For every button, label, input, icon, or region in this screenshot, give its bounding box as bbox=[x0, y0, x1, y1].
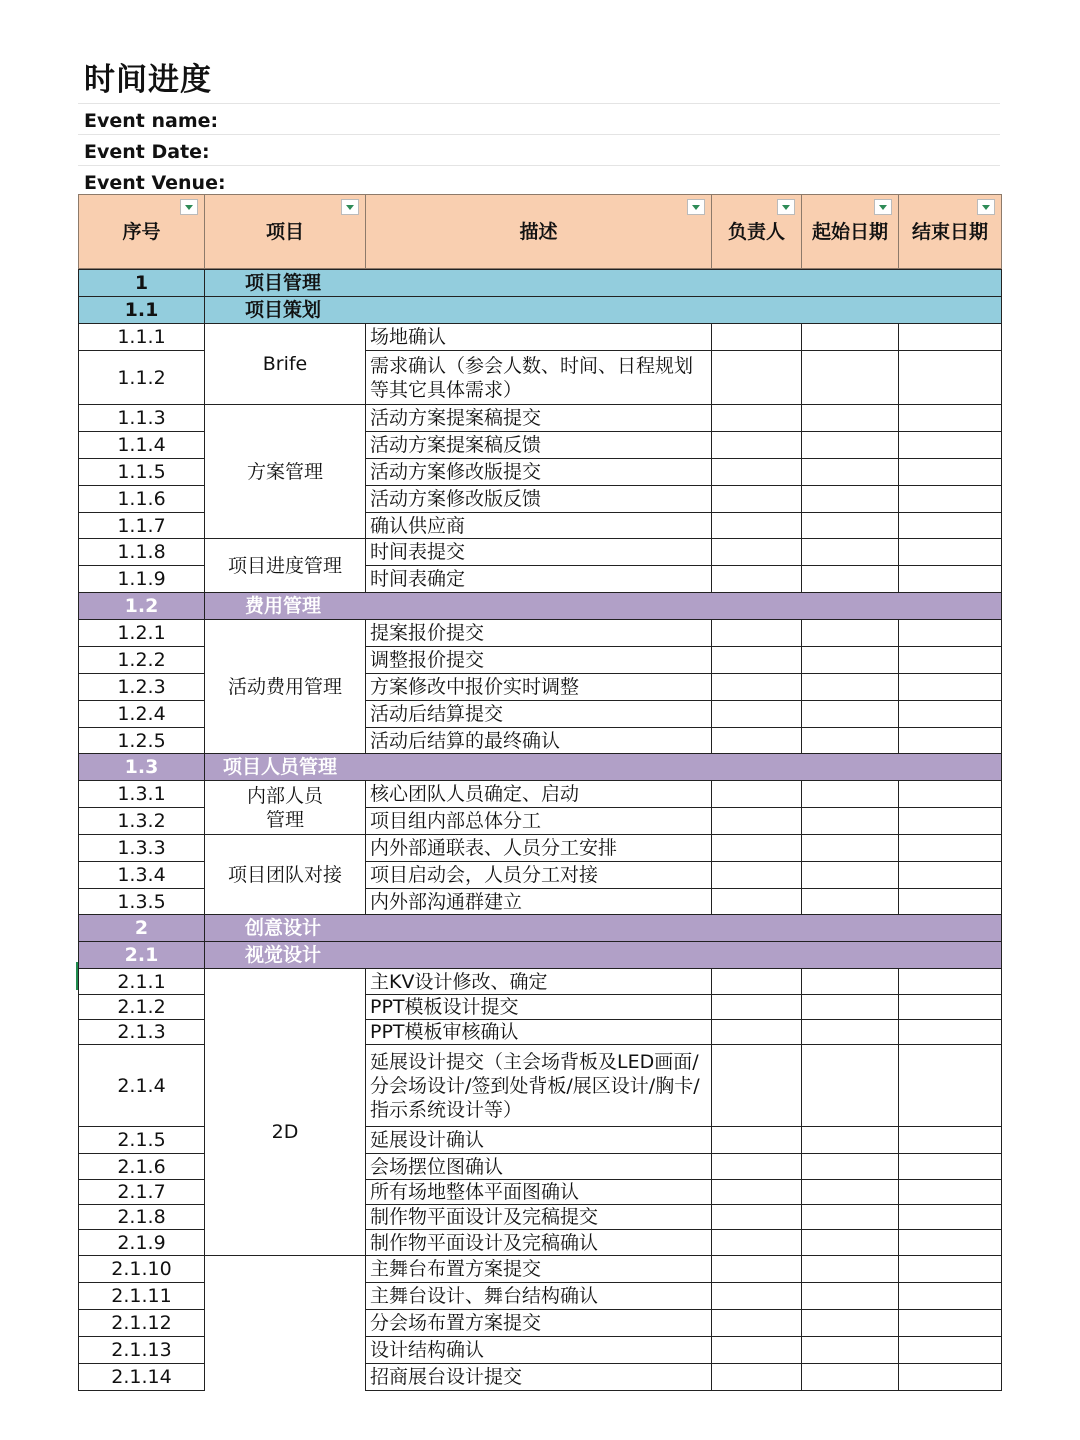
filter-dropdown-icon[interactable] bbox=[874, 199, 892, 215]
start-cell[interactable] bbox=[802, 1337, 899, 1364]
end-cell[interactable] bbox=[899, 459, 1002, 486]
start-cell[interactable] bbox=[802, 405, 899, 432]
owner-cell[interactable] bbox=[712, 1310, 802, 1337]
row-desc[interactable]: 调整报价提交 bbox=[366, 647, 712, 674]
row-no[interactable]: 2.1.4 bbox=[79, 1045, 205, 1127]
row-desc[interactable]: 活动方案提案稿反馈 bbox=[366, 432, 712, 459]
row-no[interactable]: 2.1.5 bbox=[79, 1127, 205, 1154]
row-no[interactable]: 1.1.7 bbox=[79, 513, 205, 539]
group-label-cell[interactable] bbox=[205, 1256, 366, 1391]
row-no[interactable]: 2.1.9 bbox=[79, 1230, 205, 1256]
row-desc[interactable]: PPT模板设计提交 bbox=[366, 995, 712, 1020]
owner-cell[interactable] bbox=[712, 781, 802, 808]
filter-dropdown-icon[interactable] bbox=[977, 199, 995, 215]
row-no[interactable]: 1.2.5 bbox=[79, 728, 205, 754]
start-cell[interactable] bbox=[802, 539, 899, 566]
subsection-row[interactable] bbox=[79, 754, 1002, 781]
event-date-row[interactable] bbox=[78, 135, 1000, 166]
end-cell[interactable] bbox=[899, 539, 1002, 566]
start-cell[interactable] bbox=[802, 351, 899, 405]
end-cell[interactable] bbox=[899, 674, 1002, 701]
row-desc[interactable]: 需求确认（参会人数、时间、日程规划等其它具体需求） bbox=[366, 351, 712, 405]
group-label[interactable]: 内部人员管理 bbox=[205, 781, 366, 835]
start-cell[interactable] bbox=[802, 1180, 899, 1205]
start-cell[interactable] bbox=[802, 1205, 899, 1230]
row-no[interactable]: 2.1.11 bbox=[79, 1283, 205, 1310]
start-cell[interactable] bbox=[802, 647, 899, 674]
end-cell[interactable] bbox=[899, 1283, 1002, 1310]
end-cell[interactable] bbox=[899, 1337, 1002, 1364]
owner-cell[interactable] bbox=[712, 808, 802, 835]
section-title[interactable]: 创意设计 bbox=[205, 915, 1002, 942]
start-cell[interactable] bbox=[802, 1364, 899, 1391]
table-row[interactable] bbox=[79, 324, 1002, 351]
start-cell[interactable] bbox=[802, 513, 899, 539]
start-cell[interactable] bbox=[802, 862, 899, 889]
owner-cell[interactable] bbox=[712, 1205, 802, 1230]
row-no[interactable]: 1.1.5 bbox=[79, 459, 205, 486]
end-cell[interactable] bbox=[899, 1154, 1002, 1180]
row-desc[interactable]: 内外部通联表、人员分工安排 bbox=[366, 835, 712, 862]
end-cell[interactable] bbox=[899, 808, 1002, 835]
header-end-label: 结束日期 bbox=[911, 220, 988, 243]
start-cell[interactable] bbox=[802, 1283, 899, 1310]
end-cell[interactable] bbox=[899, 432, 1002, 459]
group-label[interactable]: 项目进度管理 bbox=[205, 539, 366, 593]
row-desc[interactable]: 延展设计确认 bbox=[366, 1127, 712, 1154]
event-name-label: Event name: bbox=[84, 110, 219, 132]
row-no[interactable]: 2.1.3 bbox=[79, 1020, 205, 1045]
row-no[interactable]: 2.1.14 bbox=[79, 1364, 205, 1391]
row-no[interactable]: 1.3.5 bbox=[79, 889, 205, 915]
subsection-title[interactable]: 视觉设计 bbox=[205, 942, 1002, 969]
end-cell[interactable] bbox=[899, 351, 1002, 405]
row-desc[interactable]: 主KV设计修改、确定 bbox=[366, 969, 712, 995]
end-cell[interactable] bbox=[899, 620, 1002, 647]
header-no-label: 序号 bbox=[122, 220, 161, 243]
start-cell[interactable] bbox=[802, 969, 899, 995]
row-desc[interactable]: 时间表提交 bbox=[366, 539, 712, 566]
owner-cell[interactable] bbox=[712, 1127, 802, 1154]
start-cell[interactable] bbox=[802, 1310, 899, 1337]
owner-cell[interactable] bbox=[712, 1337, 802, 1364]
owner-cell[interactable] bbox=[712, 459, 802, 486]
start-cell[interactable] bbox=[802, 835, 899, 862]
event-name-row[interactable] bbox=[78, 104, 1000, 135]
table-row[interactable] bbox=[79, 781, 1002, 808]
row-desc[interactable]: 主舞台设计、舞台结构确认 bbox=[366, 1283, 712, 1310]
row-desc[interactable]: 延展设计提交（主会场背板及LED画面/分会场设计/签到处背板/展区设计/胸卡/指示系统设计等） bbox=[366, 1045, 712, 1127]
owner-cell[interactable] bbox=[712, 995, 802, 1020]
end-cell[interactable] bbox=[899, 835, 1002, 862]
end-cell[interactable] bbox=[899, 969, 1002, 995]
subsection-no[interactable]: 2.1 bbox=[79, 942, 205, 969]
table-row[interactable] bbox=[79, 1256, 1002, 1283]
end-cell[interactable] bbox=[899, 566, 1002, 593]
row-desc[interactable]: 方案修改中报价实时调整 bbox=[366, 674, 712, 701]
owner-cell[interactable] bbox=[712, 513, 802, 539]
start-cell[interactable] bbox=[802, 1045, 899, 1127]
group-label[interactable]: 2D bbox=[205, 969, 366, 1256]
end-cell[interactable] bbox=[899, 862, 1002, 889]
start-cell[interactable] bbox=[802, 701, 899, 728]
row-desc[interactable]: 活动后结算提交 bbox=[366, 701, 712, 728]
row-desc[interactable]: 活动方案修改版提交 bbox=[366, 459, 712, 486]
row-desc[interactable]: 主舞台布置方案提交 bbox=[366, 1256, 712, 1283]
filter-dropdown-icon[interactable] bbox=[341, 199, 359, 215]
owner-cell[interactable] bbox=[712, 969, 802, 995]
owner-cell[interactable] bbox=[712, 1045, 802, 1127]
owner-cell[interactable] bbox=[712, 889, 802, 915]
header-no bbox=[79, 195, 205, 269]
owner-cell[interactable] bbox=[712, 1364, 802, 1391]
row-no[interactable]: 1.2.4 bbox=[79, 701, 205, 728]
subsection-row[interactable] bbox=[79, 593, 1002, 620]
subsection-title[interactable]: 项目人员管理 bbox=[205, 754, 1002, 781]
owner-cell[interactable] bbox=[712, 674, 802, 701]
end-cell[interactable] bbox=[899, 1230, 1002, 1256]
subsection-row[interactable] bbox=[79, 297, 1002, 324]
start-cell[interactable] bbox=[802, 1127, 899, 1154]
section-title[interactable]: 项目管理 bbox=[205, 270, 1002, 297]
row-no[interactable]: 2.1.7 bbox=[79, 1180, 205, 1205]
table-row[interactable] bbox=[79, 405, 1002, 432]
row-desc[interactable]: 项目启动会，人员分工对接 bbox=[366, 862, 712, 889]
filter-dropdown-icon[interactable] bbox=[777, 199, 795, 215]
row-no[interactable]: 1.3.3 bbox=[79, 835, 205, 862]
start-cell[interactable] bbox=[802, 781, 899, 808]
row-desc[interactable]: 招商展台设计提交 bbox=[366, 1364, 712, 1391]
owner-cell[interactable] bbox=[712, 862, 802, 889]
row-no[interactable]: 2.1.8 bbox=[79, 1205, 205, 1230]
start-cell[interactable] bbox=[802, 728, 899, 754]
owner-cell[interactable] bbox=[712, 1020, 802, 1045]
end-cell[interactable] bbox=[899, 1205, 1002, 1230]
row-desc[interactable]: 活动方案修改版反馈 bbox=[366, 486, 712, 513]
start-cell[interactable] bbox=[802, 1154, 899, 1180]
owner-cell[interactable] bbox=[712, 1154, 802, 1180]
table-row[interactable] bbox=[79, 539, 1002, 566]
end-cell[interactable] bbox=[899, 486, 1002, 513]
row-no[interactable]: 1.3.2 bbox=[79, 808, 205, 835]
row-no[interactable]: 1.1.1 bbox=[79, 324, 205, 351]
row-desc[interactable]: 确认供应商 bbox=[366, 513, 712, 539]
owner-cell[interactable] bbox=[712, 835, 802, 862]
end-cell[interactable] bbox=[899, 647, 1002, 674]
header-item-label: 项目 bbox=[265, 220, 304, 243]
start-cell[interactable] bbox=[802, 324, 899, 351]
owner-cell[interactable] bbox=[712, 620, 802, 647]
owner-cell[interactable] bbox=[712, 486, 802, 513]
end-cell[interactable] bbox=[899, 1180, 1002, 1205]
row-no[interactable]: 1.1.6 bbox=[79, 486, 205, 513]
row-desc[interactable]: 内外部沟通群建立 bbox=[366, 889, 712, 915]
row-no[interactable]: 1.1.3 bbox=[79, 405, 205, 432]
row-desc[interactable]: 项目组内部总体分工 bbox=[366, 808, 712, 835]
owner-cell[interactable] bbox=[712, 539, 802, 566]
owner-cell[interactable] bbox=[712, 1256, 802, 1283]
start-cell[interactable] bbox=[802, 432, 899, 459]
table-row[interactable] bbox=[79, 620, 1002, 647]
event-date-label: Event Date: bbox=[84, 141, 210, 163]
section-row[interactable] bbox=[79, 915, 1002, 942]
row-no[interactable]: 2.1.12 bbox=[79, 1310, 205, 1337]
start-cell[interactable] bbox=[802, 459, 899, 486]
row-no[interactable]: 1.2.1 bbox=[79, 620, 205, 647]
owner-cell[interactable] bbox=[712, 324, 802, 351]
section-row[interactable] bbox=[79, 270, 1002, 297]
start-cell[interactable] bbox=[802, 674, 899, 701]
start-cell[interactable] bbox=[802, 486, 899, 513]
end-cell[interactable] bbox=[899, 405, 1002, 432]
header-end bbox=[899, 195, 1002, 269]
row-no[interactable]: 1.1.2 bbox=[79, 351, 205, 405]
end-cell[interactable] bbox=[899, 889, 1002, 915]
row-desc[interactable]: 核心团队人员确定、启动 bbox=[366, 781, 712, 808]
end-cell[interactable] bbox=[899, 781, 1002, 808]
row-no[interactable]: 1.2.3 bbox=[79, 674, 205, 701]
subsection-title[interactable]: 费用管理 bbox=[205, 593, 1002, 620]
header-item bbox=[205, 195, 366, 269]
row-no[interactable]: 1.1.8 bbox=[79, 539, 205, 566]
table-row[interactable] bbox=[79, 969, 1002, 995]
header-row bbox=[79, 195, 1002, 269]
row-no[interactable]: 2.1.6 bbox=[79, 1154, 205, 1180]
row-no[interactable]: 2.1.13 bbox=[79, 1337, 205, 1364]
end-cell[interactable] bbox=[899, 1256, 1002, 1283]
subsection-row[interactable] bbox=[79, 942, 1002, 969]
end-cell[interactable] bbox=[899, 1020, 1002, 1045]
section-no[interactable]: 1 bbox=[79, 270, 205, 297]
owner-cell[interactable] bbox=[712, 566, 802, 593]
row-no[interactable]: 2.1.2 bbox=[79, 995, 205, 1020]
sheet-title: 时间进度 bbox=[84, 62, 212, 98]
owner-cell[interactable] bbox=[712, 1283, 802, 1310]
event-venue-row[interactable] bbox=[78, 166, 1000, 197]
end-cell[interactable] bbox=[899, 1127, 1002, 1154]
row-no[interactable]: 1.3.1 bbox=[79, 781, 205, 808]
row-desc[interactable]: 时间表确定 bbox=[366, 566, 712, 593]
subsection-no[interactable]: 1.2 bbox=[79, 593, 205, 620]
owner-cell[interactable] bbox=[712, 351, 802, 405]
sheet-title-row bbox=[78, 54, 1000, 104]
subsection-no[interactable]: 1.3 bbox=[79, 754, 205, 781]
owner-cell[interactable] bbox=[712, 728, 802, 754]
row-no[interactable]: 2.1.1 bbox=[79, 969, 205, 995]
row-no[interactable]: 1.2.2 bbox=[79, 647, 205, 674]
header-desc-label: 描述 bbox=[519, 220, 558, 243]
row-no[interactable]: 2.1.10 bbox=[79, 1256, 205, 1283]
header-start-label: 起始日期 bbox=[811, 220, 888, 243]
table-row[interactable] bbox=[79, 835, 1002, 862]
group-label[interactable]: Brife bbox=[205, 324, 366, 405]
row-desc[interactable]: 所有场地整体平面图确认 bbox=[366, 1180, 712, 1205]
row-no[interactable]: 1.1.9 bbox=[79, 566, 205, 593]
row-desc[interactable]: 制作物平面设计及完稿确认 bbox=[366, 1230, 712, 1256]
row-desc[interactable]: 活动方案提案稿提交 bbox=[366, 405, 712, 432]
start-cell[interactable] bbox=[802, 1230, 899, 1256]
filter-dropdown-icon[interactable] bbox=[180, 199, 198, 215]
header-owner-label: 负责人 bbox=[727, 220, 785, 243]
end-cell[interactable] bbox=[899, 728, 1002, 754]
owner-cell[interactable] bbox=[712, 647, 802, 674]
owner-cell[interactable] bbox=[712, 1230, 802, 1256]
row-desc[interactable]: 活动后结算的最终确认 bbox=[366, 728, 712, 754]
row-no[interactable]: 1.1.4 bbox=[79, 432, 205, 459]
start-cell[interactable] bbox=[802, 889, 899, 915]
end-cell[interactable] bbox=[899, 1310, 1002, 1337]
event-venue-label: Event Venue: bbox=[84, 172, 226, 194]
filter-dropdown-icon[interactable] bbox=[687, 199, 705, 215]
row-desc[interactable]: 会场摆位图确认 bbox=[366, 1154, 712, 1180]
row-desc[interactable]: 分会场布置方案提交 bbox=[366, 1310, 712, 1337]
owner-cell[interactable] bbox=[712, 701, 802, 728]
section-no[interactable]: 2 bbox=[79, 915, 205, 942]
start-cell[interactable] bbox=[802, 620, 899, 647]
end-cell[interactable] bbox=[899, 324, 1002, 351]
schedule-table bbox=[78, 194, 1002, 1391]
end-cell[interactable] bbox=[899, 1364, 1002, 1391]
start-cell[interactable] bbox=[802, 1256, 899, 1283]
owner-cell[interactable] bbox=[712, 405, 802, 432]
subsection-no[interactable]: 1.1 bbox=[79, 297, 205, 324]
row-desc[interactable]: PPT模板审核确认 bbox=[366, 1020, 712, 1045]
start-cell[interactable] bbox=[802, 1020, 899, 1045]
sheet-header-area bbox=[78, 54, 1000, 197]
start-cell[interactable] bbox=[802, 566, 899, 593]
group-label[interactable]: 方案管理 bbox=[205, 405, 366, 539]
end-cell[interactable] bbox=[899, 995, 1002, 1020]
owner-cell[interactable] bbox=[712, 1180, 802, 1205]
header-start bbox=[802, 195, 899, 269]
row-desc[interactable]: 场地确认 bbox=[366, 324, 712, 351]
end-cell[interactable] bbox=[899, 513, 1002, 539]
subsection-title[interactable]: 项目策划 bbox=[205, 297, 1002, 324]
end-cell[interactable] bbox=[899, 1045, 1002, 1127]
group-label[interactable]: 项目团队对接 bbox=[205, 835, 366, 915]
owner-cell[interactable] bbox=[712, 432, 802, 459]
row-desc[interactable]: 提案报价提交 bbox=[366, 620, 712, 647]
row-desc[interactable]: 制作物平面设计及完稿提交 bbox=[366, 1205, 712, 1230]
row-desc[interactable]: 设计结构确认 bbox=[366, 1337, 712, 1364]
start-cell[interactable] bbox=[802, 808, 899, 835]
end-cell[interactable] bbox=[899, 701, 1002, 728]
header-desc bbox=[366, 195, 712, 269]
group-label[interactable]: 活动费用管理 bbox=[205, 620, 366, 754]
header-owner bbox=[712, 195, 802, 269]
start-cell[interactable] bbox=[802, 995, 899, 1020]
row-no[interactable]: 1.3.4 bbox=[79, 862, 205, 889]
